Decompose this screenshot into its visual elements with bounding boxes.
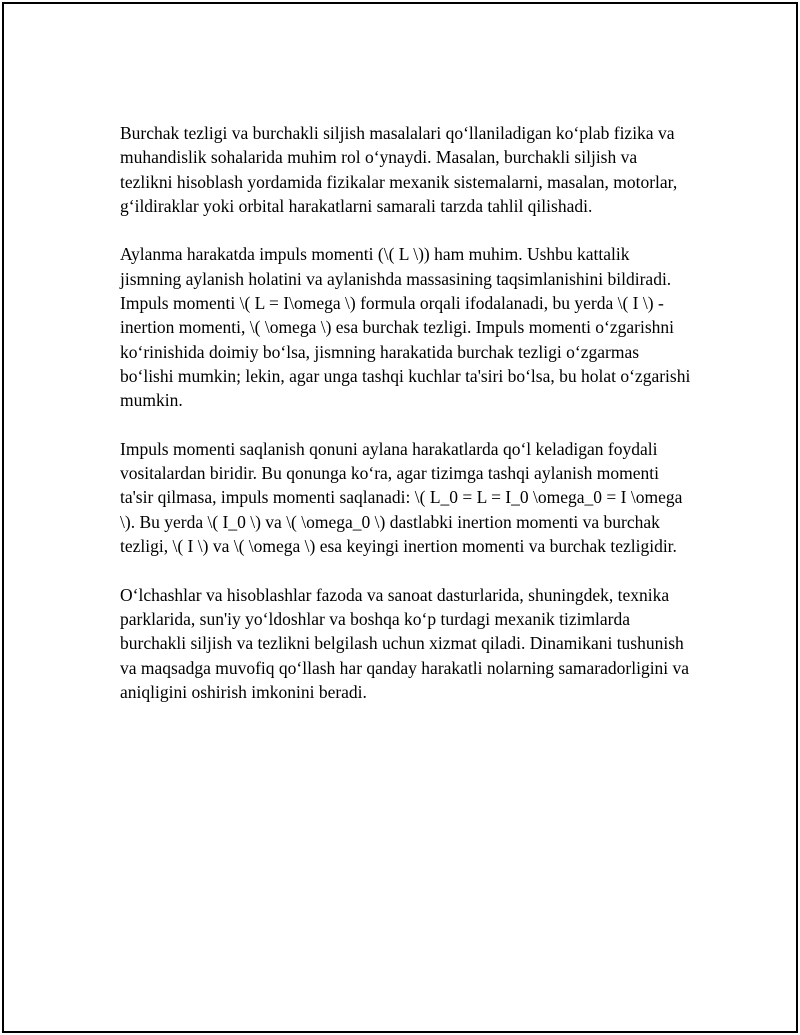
- paragraph-4: O‘lchashlar va hisoblashlar fazoda va sanoat dasturlarida, shuningdek, texnika parklarida, sun'iy yo‘ldoshlar va boshqa ko‘p turdagi mexanik tizimlarda burchakli siljish va tezlikni belgilash uchun xizmat qiladi. Dinamikani tushunish va maqsadga muvofiq qo‘llash har qanday harakatli nolarning samaradorligini va aniqligini oshirish imkonini beradi.: [120, 584, 690, 702]
- paragraph-1: Burchak tezligi va burchakli siljish masalalari qo‘llaniladigan ko‘plab fizika va muhandislik sohalarida muhim rol o‘ynaydi. Masalan, burchakli siljish va tezlikni hisoblash yordamida fizikalar mexanik sistemalarni, masalan, motorlar, g‘ildiraklar yoki orbital harakatlarni samarali tarzda tahlil qilishadi.: [120, 123, 678, 216]
- paragraph-3: Impuls momenti saqlanish qonuni aylana harakatlarda qo‘l keladigan foydali vositalardan biridir. Bu qonunga ko‘ra, agar tizimga tashqi aylanish momenti ta'sir qilmasa, impuls momenti saqlanadi: \( L_0 = L = I_0 \omega_0 = I \omega \). Bu yerda \( I_0 \) va \( \omega_0 \) dastlabki inertion momenti va burchak tezligi, \( I \) va \( \omega \) esa keyingi inertion momenti va burchak tezligidir.: [120, 438, 683, 557]
- paragraph-2: Aylanma harakatda impuls momenti (\( L \)) ham muhim. Ushbu kattalik jismning aylanish holatini va aylanishda massasining taqsimlanishini bildiradi. Impuls momenti \( L = I\omega \) formula orqali ifodalanadi, bu yerda \( I \) - inertion momenti, \( \omega \) esa burchak tezligi. Impuls momenti o‘zgarishni ko‘rinishida doimiy bo‘lsa, jismning harakatida burchak tezligi o‘zgarmas bo‘lishi mumkin; lekin, agar unga tashqi kuchlar ta'siri bo‘lsa, bu holat o‘zgarishi mumkin.: [120, 244, 691, 411]
- document-body: [120, 121, 692, 728]
- page-frame: [2, 2, 798, 1033]
